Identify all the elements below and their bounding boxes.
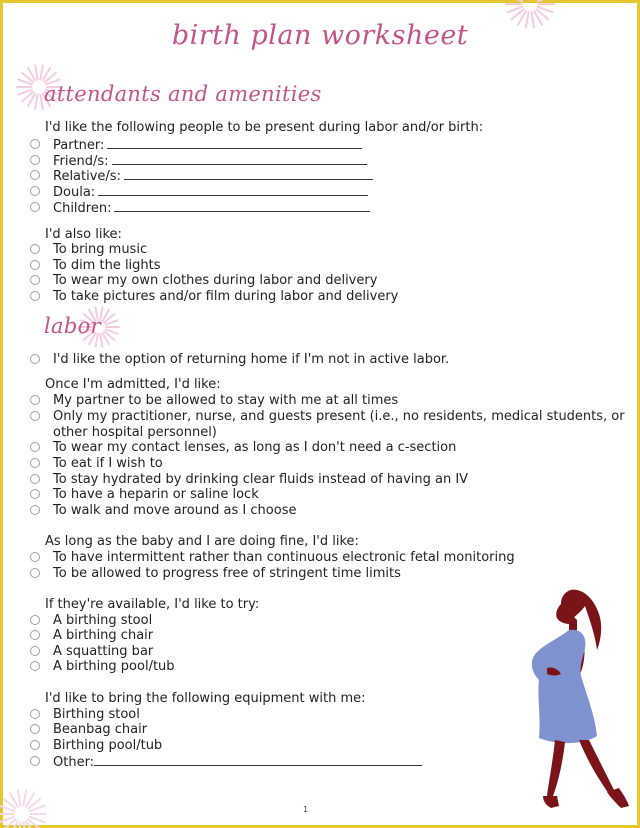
radio-button[interactable] [30, 186, 40, 196]
radio-button[interactable] [30, 630, 40, 640]
item-label: Other: [53, 755, 95, 770]
item-label: To take pictures and/or film during labor and delivery [53, 289, 399, 304]
item-label: Children: [53, 201, 112, 216]
item-label: To eat if I wish to [53, 456, 163, 471]
fill-in-line[interactable] [112, 153, 367, 165]
radio-button[interactable] [30, 552, 40, 562]
fill-in-line[interactable] [107, 137, 362, 149]
radio-button[interactable] [30, 155, 40, 165]
item-label: To wear my contact lenses, as long as I don't need a c-section [53, 440, 457, 455]
item-label: To walk and move around as I choose [53, 503, 297, 518]
page-title: birth plan worksheet [171, 20, 469, 51]
radio-button[interactable] [30, 260, 40, 270]
item-label: Only my practitioner, nurse, and guests present (i.e., no residents, medical students, or [53, 409, 625, 424]
pregnant-woman-icon [525, 584, 635, 814]
section-heading-labor: labor [44, 314, 101, 338]
radio-button[interactable] [30, 740, 40, 750]
item-label: A birthing stool [53, 613, 153, 628]
radio-button[interactable] [30, 724, 40, 734]
radio-button[interactable] [30, 615, 40, 625]
flower-icon [0, 778, 56, 828]
item-label: Friend/s: [53, 154, 109, 169]
try-intro: If they're available, I'd like to try: [45, 597, 260, 612]
item-label: Partner: [53, 138, 105, 153]
radio-button[interactable] [30, 202, 40, 212]
also-intro: I'd also like: [45, 227, 122, 242]
fill-in-line[interactable] [98, 184, 368, 196]
radio-button[interactable] [30, 505, 40, 515]
fill-in-line[interactable] [124, 168, 373, 180]
page-number: 1 [303, 805, 309, 814]
radio-button[interactable] [30, 411, 40, 421]
item-label: Birthing stool [53, 707, 140, 722]
item-label: Beanbag chair [53, 722, 148, 737]
fill-in-line[interactable] [114, 200, 370, 212]
admitted-intro: Once I'm admitted, I'd like: [45, 377, 221, 392]
people-intro: I'd like the following people to be present during labor and/or birth: [45, 120, 484, 135]
fill-in-line[interactable] [94, 754, 422, 766]
item-label: Relative/s: [53, 169, 121, 184]
radio-button[interactable] [30, 442, 40, 452]
fine-intro: As long as the baby and I are doing fine, I'd like: [45, 534, 359, 549]
radio-button[interactable] [30, 458, 40, 468]
item-label: To wear my own clothes during labor and delivery [53, 273, 378, 288]
radio-button[interactable] [30, 489, 40, 499]
item-label: A birthing chair [53, 628, 154, 643]
item-label-continuation: other hospital personnel) [53, 425, 217, 440]
radio-button[interactable] [30, 474, 40, 484]
equipment-intro: I'd like to bring the following equipment with me: [45, 691, 366, 706]
radio-button[interactable] [30, 661, 40, 671]
item-label: To have a heparin or saline lock [53, 487, 259, 502]
radio-button[interactable] [30, 354, 40, 364]
item-label: To have intermittent rather than continuous electronic fetal monitoring [53, 550, 515, 565]
item-label: Doula: [53, 185, 96, 200]
item-label: A squatting bar [53, 644, 154, 659]
item-label: To bring music [53, 242, 148, 257]
item-label: My partner to be allowed to stay with me at all times [53, 393, 399, 408]
radio-button[interactable] [30, 646, 40, 656]
item-label: To stay hydrated by drinking clear fluids instead of having an IV [53, 472, 469, 487]
section-heading-attendants: attendants and amenities [44, 82, 322, 106]
radio-button[interactable] [30, 395, 40, 405]
radio-button[interactable] [30, 170, 40, 180]
item-label: A birthing pool/tub [53, 659, 175, 674]
item-label: To be allowed to progress free of stringent time limits [53, 566, 401, 581]
radio-button[interactable] [30, 244, 40, 254]
item-label: Birthing pool/tub [53, 738, 163, 753]
radio-button[interactable] [30, 139, 40, 149]
item-label: To dim the lights [53, 258, 161, 273]
radio-button[interactable] [30, 275, 40, 285]
radio-button[interactable] [30, 291, 40, 301]
radio-button[interactable] [30, 568, 40, 578]
radio-button[interactable] [30, 709, 40, 719]
item-label: I'd like the option of returning home if I'm not in active labor. [53, 352, 450, 367]
radio-button[interactable] [30, 756, 40, 766]
